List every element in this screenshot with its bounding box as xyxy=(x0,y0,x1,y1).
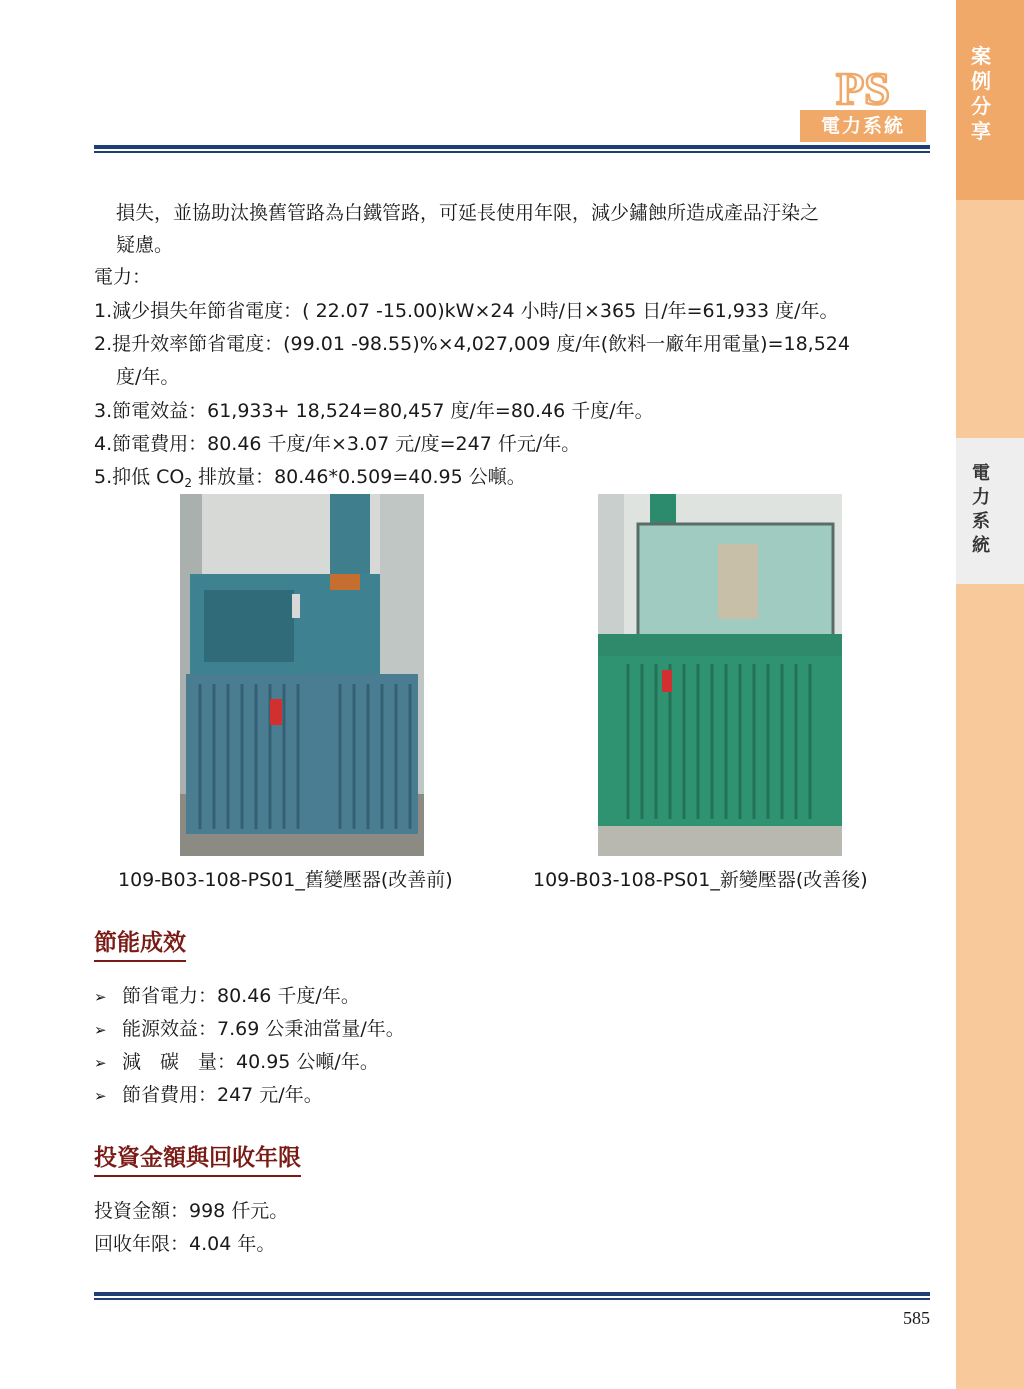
side-tab-strip xyxy=(956,0,1024,1389)
new-transformer-caption: 109-B03-108-PS01_新變壓器(改善後) xyxy=(533,869,868,891)
investment-amount: 投資金額：998 仟元。 xyxy=(94,1200,289,1222)
savings-item-text: 節省電力：80.46 千度/年。 xyxy=(122,985,360,1007)
side-tab-case-sharing[interactable] xyxy=(956,0,1024,200)
ps-logo xyxy=(808,64,918,110)
old-transformer-image xyxy=(180,494,424,856)
power-item-5-prefix: 5.抑低 CO xyxy=(94,466,185,488)
savings-heading: 節能成效 xyxy=(94,928,186,962)
footer-rule-thin xyxy=(94,1298,930,1300)
old-transformer-caption: 109-B03-108-PS01_舊變壓器(改善前) xyxy=(118,869,453,891)
paragraph-line-1: 損失，並協助汰換舊管路為白鐵管路，可延長使用年限，減少鏽蝕所造成產品汙染之 xyxy=(116,202,820,224)
header-rule-thin xyxy=(94,151,930,153)
power-item-5-suffix: 排放量：80.46*0.509=40.95 公噸。 xyxy=(192,466,526,488)
side-tab-power-system-label: 電力系統 xyxy=(972,463,990,556)
power-item-4: 4.節電費用：80.46 千度/年×3.07 元/度=247 仟元/年。 xyxy=(94,433,581,455)
power-label: 電力： xyxy=(94,266,152,288)
savings-item-text: 節省費用：247 元/年。 xyxy=(122,1084,323,1106)
arrow-bullet-icon: ➢ xyxy=(94,1054,107,1072)
header-rule-thick xyxy=(94,145,930,149)
power-item-1: 1.減少損失年節省電度：( 22.07 -15.00)kW×24 小時/日×365 日/年=61,933 度/年。 xyxy=(94,300,839,322)
savings-item xyxy=(94,1083,323,1108)
page-number: 585 xyxy=(903,1308,930,1328)
side-tab-power-system[interactable] xyxy=(956,438,1024,584)
power-item-2-line-1: 2.提升效率節省電度：(99.01 -98.55)%×4,027,009 度/年(飲料一廠年用電量)=18,524 xyxy=(94,333,850,355)
savings-item-text: 能源效益：7.69 公秉油當量/年。 xyxy=(122,1018,405,1040)
arrow-bullet-icon: ➢ xyxy=(94,988,107,1006)
power-item-5-subscript: 2 xyxy=(184,476,193,490)
savings-item xyxy=(94,984,360,1009)
investment-heading: 投資金額與回收年限 xyxy=(94,1143,301,1177)
footer-rule-thick xyxy=(94,1292,930,1296)
section-badge: 電力系統 xyxy=(800,110,926,142)
new-transformer-image xyxy=(598,494,842,856)
power-item-3: 3.節電效益：61,933+ 18,524=80,457 度/年=80.46 千度/年。 xyxy=(94,400,654,422)
savings-item xyxy=(94,1050,379,1075)
arrow-bullet-icon: ➢ xyxy=(94,1087,107,1105)
old-transformer-photo xyxy=(180,494,424,856)
power-item-5 xyxy=(94,465,526,491)
new-transformer-photo xyxy=(598,494,842,856)
savings-item xyxy=(94,1017,405,1042)
arrow-bullet-icon: ➢ xyxy=(94,1021,107,1039)
paragraph-line-2: 疑慮。 xyxy=(116,234,174,256)
payback-period: 回收年限：4.04 年。 xyxy=(94,1233,276,1255)
power-item-2-line-2: 度/年。 xyxy=(116,366,180,388)
side-tab-case-sharing-label: 案例分享 xyxy=(971,44,991,143)
ps-logo-text: PS xyxy=(836,64,890,110)
savings-item-text: 減 碳 量：40.95 公噸/年。 xyxy=(122,1051,379,1073)
